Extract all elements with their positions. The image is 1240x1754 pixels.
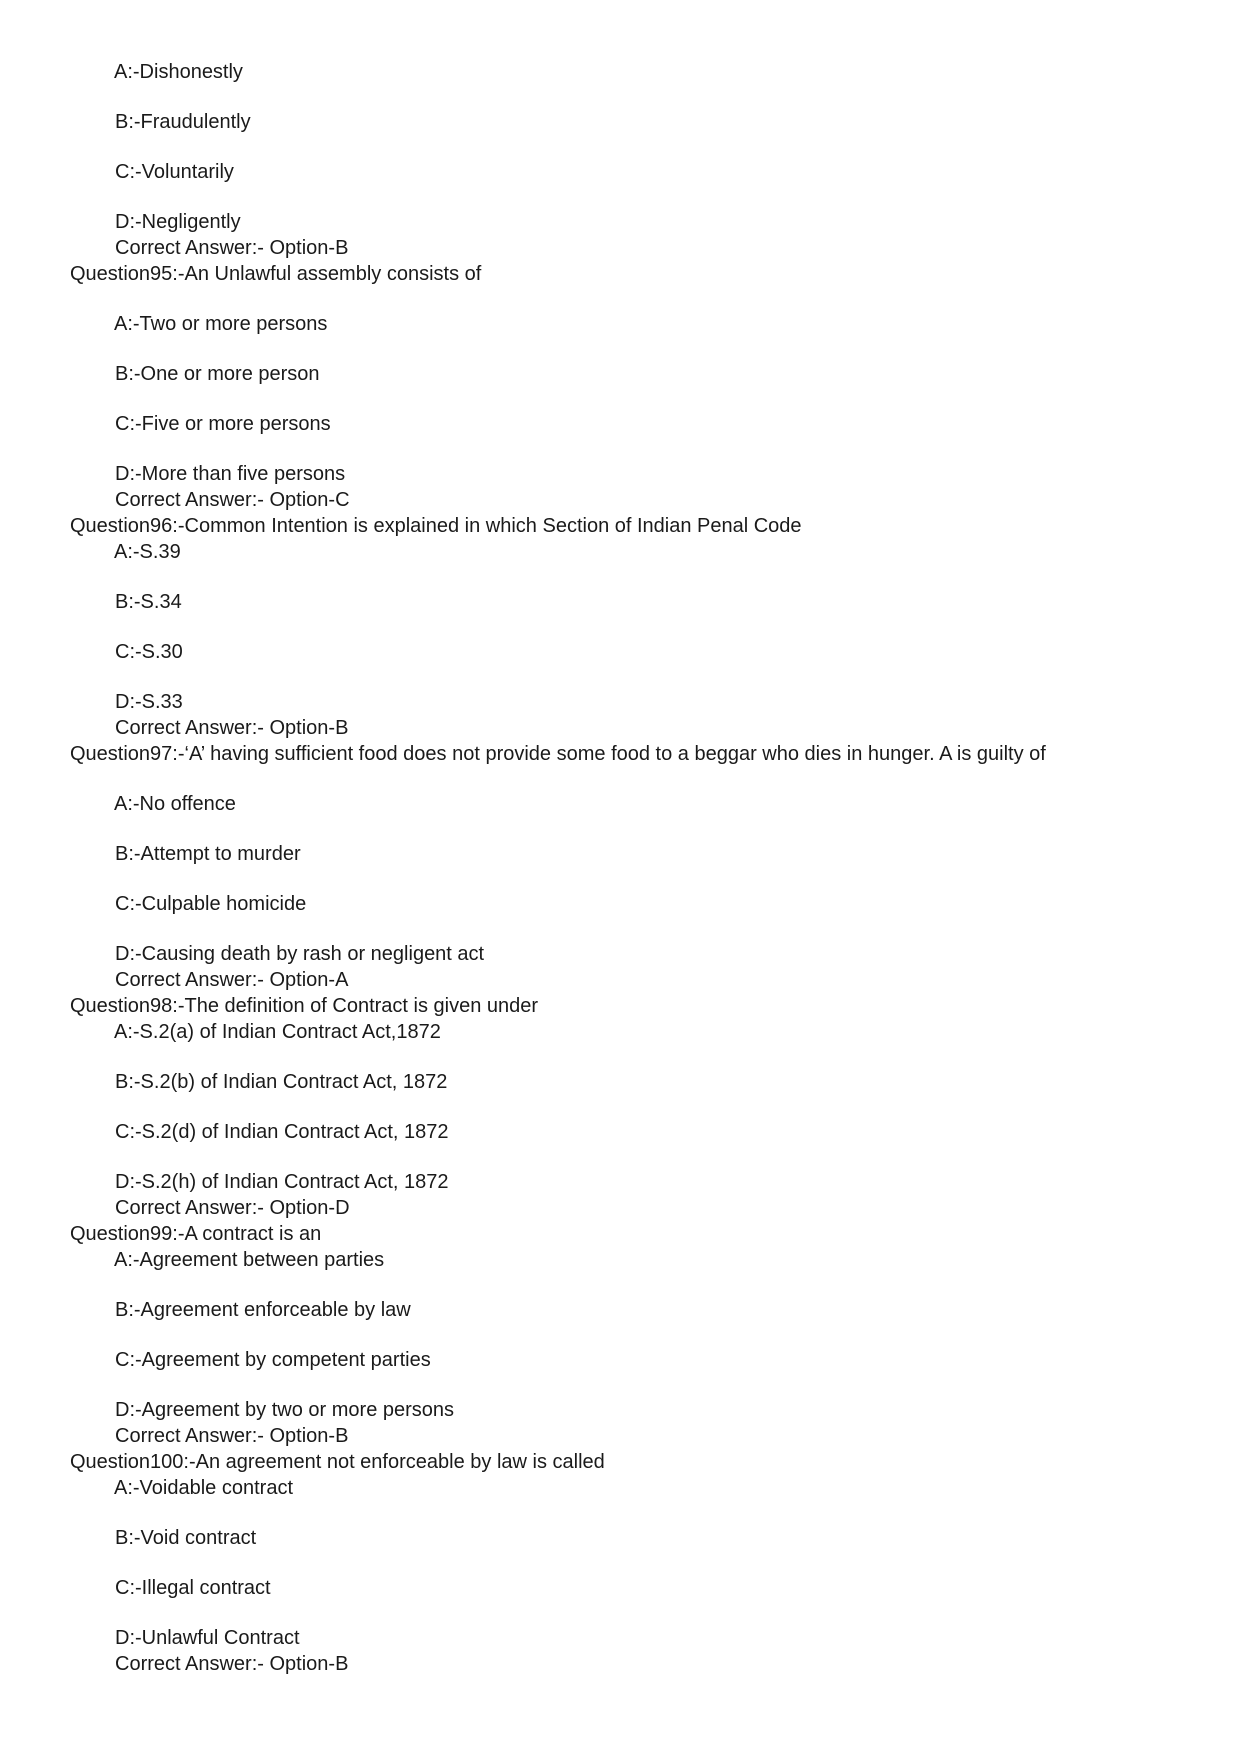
option-a: A:-Agreement between parties [114,1249,385,1271]
question-text: Question99:-A contract is an [70,1223,322,1245]
option-a: A:-S.39 [114,541,181,563]
option-d: D:-S.2(h) of Indian Contract Act, 1872 [115,1171,449,1193]
question-text: Question95:-An Unlawful assembly consists of [70,263,482,285]
correct-answer: Correct Answer:- Option-B [115,1653,349,1675]
correct-answer: Correct Answer:- Option-A [115,969,349,991]
question-text: Question96:-Common Intention is explained in which Section of Indian Penal Code [70,515,802,537]
option-c: C:-Voluntarily [115,161,234,183]
option-a: A:-No offence [114,793,236,815]
option-d: D:-S.33 [115,691,183,713]
option-d: D:-Agreement by two or more persons [115,1399,455,1421]
option-d: D:-Negligently [115,211,241,233]
correct-answer: Correct Answer:- Option-B [115,237,349,259]
option-c: C:-S.2(d) of Indian Contract Act, 1872 [115,1121,449,1143]
option-a: A:-S.2(a) of Indian Contract Act,1872 [114,1021,441,1043]
option-b: B:-S.34 [115,591,182,613]
option-b: B:-Agreement enforceable by law [115,1299,411,1321]
option-d: D:-More than five persons [115,463,346,485]
option-b: B:-Attempt to murder [115,843,301,865]
option-a: A:-Dishonestly [114,61,243,83]
correct-answer: Correct Answer:- Option-B [115,717,349,739]
option-c: C:-Illegal contract [115,1577,271,1599]
correct-answer: Correct Answer:- Option-D [115,1197,350,1219]
option-b: B:-Void contract [115,1527,257,1549]
option-b: B:-S.2(b) of Indian Contract Act, 1872 [115,1071,448,1093]
correct-answer: Correct Answer:- Option-C [115,489,350,511]
option-a: A:-Voidable contract [114,1477,293,1499]
option-c: C:-Culpable homicide [115,893,307,915]
option-c: C:-S.30 [115,641,183,663]
option-d: D:-Unlawful Contract [115,1627,300,1649]
question-text: Question97:-‘A’ having sufficient food does not provide some food to a beggar who dies in hunger. A is guilty of [70,743,1046,765]
question-text: Question100:-An agreement not enforceable by law is called [70,1451,605,1473]
question-text: Question98:-The definition of Contract is given under [70,995,539,1017]
option-c: C:-Agreement by competent parties [115,1349,431,1371]
option-b: B:-Fraudulently [115,111,251,133]
option-d: D:-Causing death by rash or negligent act [115,943,485,965]
correct-answer: Correct Answer:- Option-B [115,1425,349,1447]
option-b: B:-One or more person [115,363,320,385]
option-a: A:-Two or more persons [114,313,328,335]
option-c: C:-Five or more persons [115,413,331,435]
